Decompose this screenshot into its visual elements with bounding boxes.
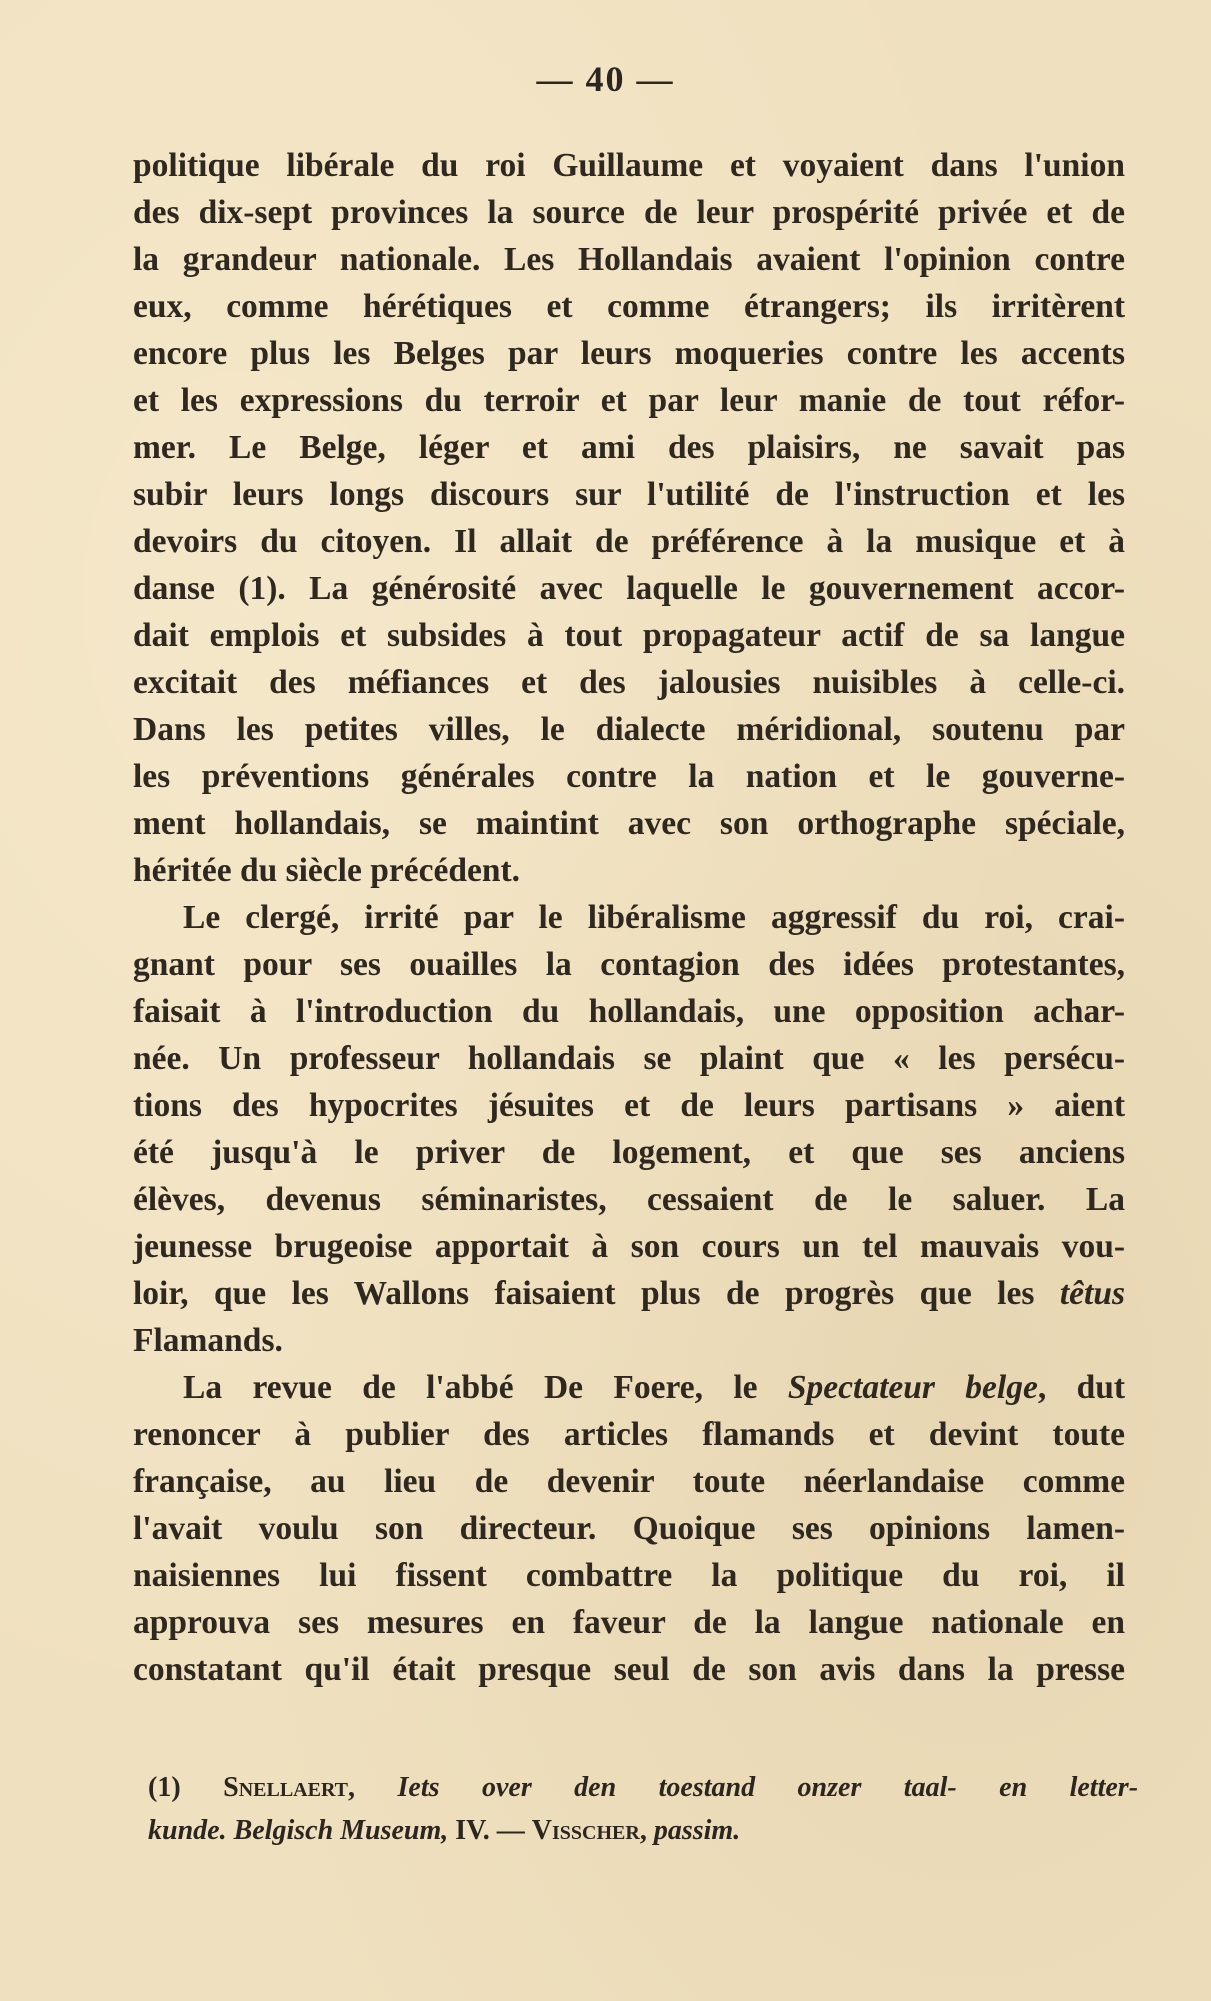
text-line-content: gnant pour ses ouailles la contagion des idées protestantes, bbox=[133, 946, 1125, 983]
text-line-content: Flamands. bbox=[133, 1322, 283, 1359]
text-line-content: et les expressions du terroir et par leur manie de tout réfor- bbox=[133, 382, 1125, 419]
text-line bbox=[133, 1035, 1125, 1082]
footnote-passim: passim. bbox=[653, 1815, 741, 1846]
italic-term: Spectateur belge bbox=[787, 1369, 1038, 1406]
text-line-content: née. Un professeur hollandais se plaint que « les persécu- bbox=[133, 1040, 1125, 1077]
text-line-content: française, au lieu de devenir toute néerlandaise comme bbox=[133, 1463, 1125, 1500]
text-line-content: constatant qu'il était presque seul de son avis dans la presse bbox=[133, 1651, 1125, 1688]
italic-term: têtus bbox=[1059, 1275, 1125, 1312]
text-line-content: l'avait voulu son directeur. Quoique ses opinions lamen- bbox=[133, 1510, 1125, 1547]
text-line-content: excitait des méfiances et des jalousies nuisibles à celle-ci. bbox=[133, 664, 1125, 701]
text-line-content: dait emplois et subsides à tout propagateur actif de sa langue bbox=[133, 617, 1125, 654]
text-line-content: renoncer à publier des articles flamands et devint toute bbox=[133, 1416, 1125, 1453]
footnote-line bbox=[148, 1766, 1138, 1809]
text-line bbox=[133, 1176, 1125, 1223]
body-text bbox=[133, 142, 1125, 1693]
text-line bbox=[133, 894, 1125, 941]
text-line bbox=[133, 1458, 1125, 1505]
text-line bbox=[133, 1505, 1125, 1552]
text-line bbox=[133, 1129, 1125, 1176]
text-line-content: loir, que les Wallons faisaient plus de progrès que les bbox=[133, 1275, 1060, 1312]
text-line-content: La revue de l'abbé De Foere, le bbox=[183, 1369, 788, 1406]
text-line-content: mer. Le Belge, léger et ami des plaisirs, ne savait pas bbox=[133, 429, 1125, 466]
text-line bbox=[133, 1223, 1125, 1270]
text-line-content: la grandeur nationale. Les Hollandais avaient l'opinion contre bbox=[133, 241, 1125, 278]
text-line bbox=[133, 659, 1125, 706]
text-line-content: devoirs du citoyen. Il allait de préférence à la musique et à bbox=[133, 523, 1125, 560]
text-line bbox=[133, 1364, 1125, 1411]
text-line bbox=[133, 283, 1125, 330]
text-line bbox=[133, 330, 1125, 377]
text-line bbox=[133, 706, 1125, 753]
footnote-volume: IV. — bbox=[455, 1815, 525, 1846]
text-line bbox=[133, 612, 1125, 659]
footnote-line bbox=[148, 1809, 1138, 1852]
footnote-title-continued: kunde. bbox=[148, 1815, 227, 1846]
page-number: — 40 — bbox=[536, 59, 675, 99]
footnote-title: Iets over den toestand onzer taal- en letter- bbox=[397, 1772, 1139, 1803]
text-line bbox=[133, 800, 1125, 847]
footnote-journal: Belgisch Museum, bbox=[233, 1815, 449, 1846]
text-line-content: jeunesse brugeoise apportait à son cours un tel mauvais vou- bbox=[133, 1228, 1125, 1265]
text-line-content: eux, comme hérétiques et comme étrangers; ils irritèrent bbox=[133, 288, 1125, 325]
text-line-content: tions des hypocrites jésuites et de leurs partisans » aient bbox=[133, 1087, 1125, 1124]
text-line-content: Dans les petites villes, le dialecte méridional, soutenu par bbox=[133, 711, 1125, 748]
text-line-content: encore plus les Belges par leurs moqueries contre les accents bbox=[133, 335, 1125, 372]
text-line bbox=[133, 377, 1125, 424]
text-line-content: les préventions générales contre la nation et le gouverne- bbox=[133, 758, 1125, 795]
text-line-content: des dix-sept provinces la source de leur prospérité privée et de bbox=[133, 194, 1125, 231]
text-line bbox=[133, 1082, 1125, 1129]
text-line-content: été jusqu'à le priver de logement, et que ses anciens bbox=[133, 1134, 1125, 1171]
text-line bbox=[133, 1270, 1125, 1317]
text-line-content: héritée du siècle précédent. bbox=[133, 852, 520, 889]
text-line bbox=[133, 142, 1125, 189]
text-line bbox=[133, 1317, 1125, 1364]
text-line-tail: , dut bbox=[1037, 1369, 1125, 1406]
text-line-content: naisiennes lui fissent combattre la politique du roi, il bbox=[133, 1557, 1125, 1594]
text-line-content: danse (1). La générosité avec laquelle le gouvernement accor- bbox=[133, 570, 1125, 607]
text-line-content: faisait à l'introduction du hollandais, une opposition achar- bbox=[133, 993, 1125, 1030]
text-line-content: politique libérale du roi Guillaume et voyaient dans l'union bbox=[133, 147, 1125, 184]
text-line bbox=[133, 988, 1125, 1035]
text-line bbox=[133, 189, 1125, 236]
text-line bbox=[133, 941, 1125, 988]
text-line-content: Le clergé, irrité par le libéralisme aggressif du roi, crai- bbox=[183, 899, 1125, 936]
text-line bbox=[133, 1411, 1125, 1458]
footnote bbox=[148, 1766, 1138, 1852]
footnote-author: Visscher, bbox=[531, 1815, 647, 1846]
text-line bbox=[133, 753, 1125, 800]
text-line bbox=[133, 1646, 1125, 1693]
text-line-content: approuva ses mesures en faveur de la langue nationale en bbox=[133, 1604, 1125, 1641]
text-line bbox=[133, 424, 1125, 471]
text-line-content: subir leurs longs discours sur l'utilité de l'instruction et les bbox=[133, 476, 1125, 513]
footnote-marker: (1) bbox=[148, 1772, 181, 1803]
text-line bbox=[133, 236, 1125, 283]
text-line bbox=[133, 847, 1125, 894]
text-line-content: ment hollandais, se maintint avec son orthographe spéciale, bbox=[133, 805, 1125, 842]
text-line bbox=[133, 565, 1125, 612]
text-line bbox=[133, 471, 1125, 518]
text-line bbox=[133, 518, 1125, 565]
text-line bbox=[133, 1552, 1125, 1599]
text-line bbox=[133, 1599, 1125, 1646]
text-line-content: élèves, devenus séminaristes, cessaient de le saluer. La bbox=[133, 1181, 1125, 1218]
footnote-author: Snellaert, bbox=[223, 1772, 356, 1803]
